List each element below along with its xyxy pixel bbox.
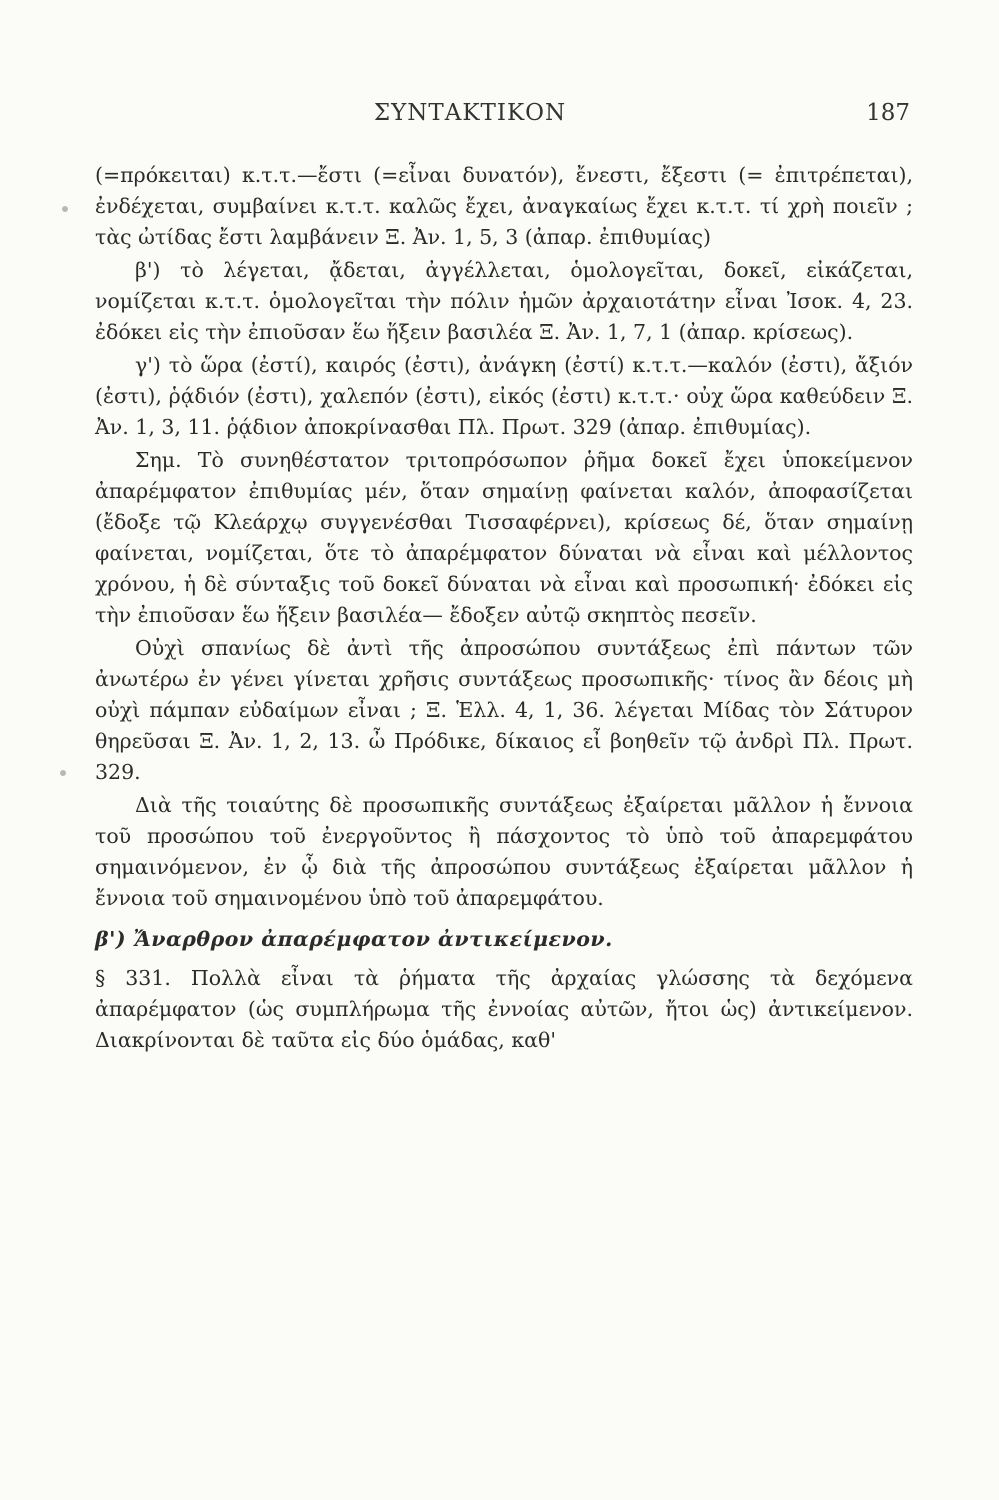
scan-speck-mark	[62, 206, 68, 212]
scan-speck-mark	[60, 770, 66, 776]
paragraph-note: Σημ. Τὸ συνηθέστατον τριτοπρόσωπον ῥῆμα δοκεῖ ἔχει ὑποκείμενον ἀπαρέμφατον ἐπιθυμίας μέν, ὅταν σημαίνῃ φαίνεται καλόν, ἀποφασίζεται (ἔδοξε τῷ Κλεάρχῳ συγγενέσθαι Τισσαφέρνει), κρίσεως δέ, ὅταν σημαίνῃ φαίνεται, νομίζεται, ὅτε τὸ ἀπαρέμφατον δύναται νὰ εἶναι καὶ μέλλοντος χρόνου, ἡ δὲ σύνταξις τοῦ δοκεῖ δύναται νὰ εἶναι καὶ προσωπική· ἐδόκει εἰς τὴν ἐπιοῦσαν ἕω ἥξειν βασιλέα— ἔδοξεν αὐτῷ σκηπτὸς πεσεῖν.	[95, 448, 913, 627]
running-head	[0, 100, 999, 140]
body-text	[95, 160, 913, 1058]
paragraph-emphasis: Διὰ τῆς τοιαύτης δὲ προσωπικῆς συντάξεως ἐξαίρεται μᾶλλον ἡ ἔννοια τοῦ προσώπου τοῦ ἐνεργοῦντος ἢ πάσχοντος τὸ ὑπὸ τοῦ ἀπαρεμφάτου σημαινόμενον, ἐν ᾧ διὰ τῆς ἀπροσώπου συντάξεως ἐξαίρεται μᾶλλον ἡ ἔννοια τοῦ σημαινομένου ὑπὸ τοῦ ἀπαρεμφάτου.	[95, 793, 913, 910]
section-heading: β') Ἄναρθρον ἀπαρέμφατον ἀντικείμενον.	[95, 927, 613, 951]
page-title: ΣΥΝΤΑΚΤΙΚΟΝ	[373, 100, 567, 126]
paragraph-personal-syntax: Οὐχὶ σπανίως δὲ ἀντὶ τῆς ἀπροσώπου συντάξεως ἐπὶ πάντων τῶν ἀνωτέρω ἐν γένει γίνεται χρῆσις συντάξεως προσωπικῆς· τίνος ἂν δέοις μὴ οὐχὶ πάμπαν εὐδαίμων εἶναι ; Ξ. Ἑλλ. 4, 1, 36. λέγεται Μίδας τὸν Σάτυρον θηρεῦσαι Ξ. Ἀν. 1, 2, 13. ὦ Πρόδικε, δίκαιος εἶ βοηθεῖν τῷ ἀνδρὶ Πλ. Πρωτ. 329.	[95, 636, 913, 784]
paragraph-gamma: γ') τὸ ὥρα (ἐστί), καιρός (ἐστι), ἀνάγκη (ἐστί) κ.τ.τ.—καλόν (ἐστι), ἄξιόν (ἐστι), ῥᾴδιόν (ἐστι), χαλεπόν (ἐστι), εἰκός (ἐστι) κ.τ.τ.· οὐχ ὥρα καθεύδειν Ξ. Ἀν. 1, 3, 11. ῥᾴδιον ἀποκρίνασθαι Πλ. Πρωτ. 329 (ἀπαρ. ἐπιθυμίας).	[95, 353, 913, 439]
page-number: 187	[866, 100, 910, 126]
paragraph-continuation: (=πρόκειται) κ.τ.τ.—ἔστι (=εἶναι δυνατόν), ἔνεστι, ἔξεστι (= ἐπιτρέπεται), ἐνδέχεται, συμβαίνει κ.τ.τ. καλῶς ἔχει, ἀναγκαίως ἔχει κ.τ.τ. τί χρὴ ποιεῖν ; τὰς ὠτίδας ἔστι λαμβάνειν Ξ. Ἀν. 1, 5, 3 (ἀπαρ. ἐπιθυμίας)	[95, 163, 913, 249]
paragraph-beta: β') τὸ λέγεται, ᾄδεται, ἀγγέλλεται, ὁμολογεῖται, δοκεῖ, εἰκάζεται, νομίζεται κ.τ.τ. ὁμολογεῖται τὴν πόλιν ἡμῶν ἀρχαιοτάτην εἶναι Ἰσοκ. 4, 23. ἐδόκει εἰς τὴν ἐπιοῦσαν ἕω ἥξειν βασιλέα Ξ. Ἀν. 1, 7, 1 (ἀπαρ. κρίσεως).	[95, 258, 913, 344]
paragraph-section-331: § 331. Πολλὰ εἶναι τὰ ῥήματα τῆς ἀρχαίας γλώσσης τὰ δεχόμενα ἀπαρέμφατον (ὡς συμπλήρωμα τῆς ἐννοίας αὐτῶν, ἤτοι ὡς) ἀντικείμενον. Διακρίνονται δὲ ταῦτα εἰς δύο ὁμάδας, καθ'	[95, 966, 913, 1052]
